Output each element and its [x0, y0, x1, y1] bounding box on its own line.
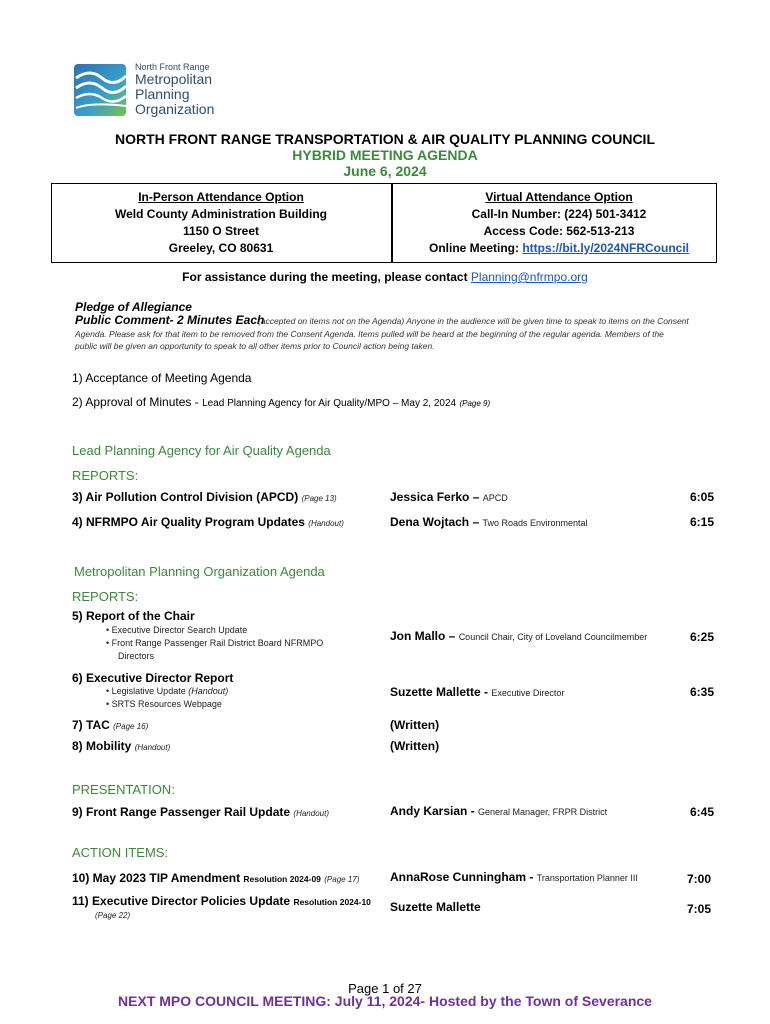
- item11-ref: (Page 22): [95, 911, 131, 920]
- item9-time: 6:45: [690, 805, 715, 819]
- public-comment-note3: public will be given an opportunity to speak to all other items prior to Council action being taken.: [75, 341, 435, 351]
- item4-presenter-name: Dena Wojtach –: [390, 515, 483, 529]
- item4-org: Two Roads Environmental: [482, 518, 588, 528]
- agenda-item-3: [72, 490, 337, 504]
- logo-line3: Planning: [135, 86, 190, 102]
- logo-line1: North Front Range: [135, 62, 210, 72]
- page-number: Page 1 of 27: [348, 981, 422, 996]
- logo-line4: Organization: [135, 101, 215, 117]
- agenda-item-6: 6) Executive Director Report: [72, 671, 234, 685]
- item5-org: Council Chair, City of Loveland Councilmember: [458, 632, 648, 642]
- agenda-item-8: [72, 739, 170, 753]
- next-meeting-banner: NEXT MPO COUNCIL MEETING: July 11, 2024- Hosted by the Town of Severance: [118, 993, 652, 1009]
- action-items-heading: ACTION ITEMS:: [72, 845, 169, 860]
- item3-ref: (Page 13): [301, 494, 337, 503]
- presentation-heading: PRESENTATION:: [72, 782, 175, 797]
- item4-title: 4) NFRMPO Air Quality Program Updates: [72, 515, 305, 529]
- agenda-item-7: [72, 718, 148, 732]
- mpo-reports: REPORTS:: [72, 589, 139, 604]
- item11-resolution: Resolution 2024-10: [293, 897, 371, 907]
- public-comment-note1: (accepted on items not on the Agenda) Anyone in the audience will be given time to speak to items on the Consent: [258, 316, 689, 326]
- attendance-divider: [391, 184, 393, 262]
- item7-ref: (Page 16): [113, 722, 149, 731]
- in-person-column: [56, 189, 386, 257]
- lpa-reports: REPORTS:: [72, 468, 139, 483]
- item6-bullet2-text: SRTS Resources Webpage: [111, 699, 222, 709]
- item3-time: 6:05: [690, 490, 715, 504]
- lpa-heading: Lead Planning Agency for Air Quality Agenda: [72, 443, 331, 458]
- attendance-box: [51, 183, 717, 263]
- public-comment-note2: Agenda. Please ask for that item to be removed from the Consent Agenda. Items pulled will be heard at the beginning of the regular agenda. Members of the: [75, 329, 664, 339]
- item10-presenter-name: AnnaRose Cunningham -: [390, 870, 537, 884]
- item9-presenter: [390, 804, 607, 818]
- item5-bullet1-text: Executive Director Search Update: [111, 625, 248, 635]
- item6-bullet1: • Legislative Update (Handout): [106, 686, 229, 696]
- assistance-text: For assistance during the meeting, please contact: [182, 270, 471, 284]
- item11-time: 7:05: [687, 902, 712, 916]
- agenda-item-10: [72, 871, 359, 885]
- item8-ref: (Handout): [134, 743, 171, 752]
- virtual-column: [394, 189, 724, 257]
- pledge-of-allegiance: Pledge of Allegiance: [75, 300, 192, 314]
- agenda-title: NORTH FRONT RANGE TRANSPORTATION & AIR QUALITY PLANNING COUNCIL: [114, 131, 656, 147]
- item3-presenter-name: Jessica Ferko –: [390, 490, 483, 504]
- item6-presenter: [390, 685, 564, 699]
- in-person-heading: In-Person Attendance Option: [138, 190, 304, 204]
- agenda-item-4: [72, 515, 344, 529]
- online-meeting-link[interactable]: https://bit.ly/2024NFRCouncil: [522, 241, 690, 255]
- item4-time: 6:15: [690, 515, 715, 529]
- item6-bullet1-text: Legislative Update: [111, 686, 189, 696]
- item5-bullet2: • Front Range Passenger Rail District Board NFRMPO: [106, 638, 324, 648]
- item2-detail: Lead Planning Agency for Air Quality/MPO – May 2, 2024: [202, 398, 457, 409]
- item9-ref: (Handout): [293, 809, 329, 818]
- agenda-item-1: 1) Acceptance of Meeting Agenda: [72, 371, 252, 385]
- item7-title: 7) TAC: [72, 718, 110, 732]
- item10-resolution: Resolution 2024-09: [243, 874, 321, 884]
- agenda-item-2: [72, 395, 490, 409]
- item6-bullet2: • SRTS Resources Webpage: [106, 699, 222, 709]
- item9-presenter-name: Andy Karsian -: [390, 804, 479, 818]
- item9-title: 9) Front Range Passenger Rail Update: [72, 805, 291, 819]
- item5-presenter: [390, 629, 647, 643]
- item10-title: 10) May 2023 TIP Amendment: [72, 871, 241, 885]
- item9-org: General Manager, FRPR District: [478, 807, 608, 817]
- in-person-line1: Weld County Administration Building: [115, 207, 327, 221]
- item10-org: Transportation Planner III: [536, 873, 638, 883]
- item11-presenter: Suzette Mallette: [390, 900, 481, 914]
- item6-bullet1-ref: (Handout): [188, 686, 229, 696]
- item10-presenter: [390, 870, 638, 884]
- item3-org: APCD: [482, 493, 508, 503]
- item5-presenter-name: Jon Mallo –: [390, 629, 459, 643]
- item5-bullet2-cont: Directors: [118, 651, 155, 661]
- item8-status: (Written): [390, 739, 440, 753]
- assistance-email-link[interactable]: Planning@nfrmpo.org: [470, 270, 588, 284]
- item4-presenter: [390, 515, 588, 529]
- mpo-heading: Metropolitan Planning Organization Agenda: [74, 564, 325, 579]
- item10-ref: (Page 17): [324, 875, 360, 884]
- item6-org: Executive Director: [491, 688, 565, 698]
- assistance-line: [0, 270, 770, 284]
- item4-ref: (Handout): [308, 519, 344, 528]
- agenda-item-5: 5) Report of the Chair: [72, 609, 195, 623]
- online-label: Online Meeting:: [428, 241, 523, 255]
- item5-time: 6:25: [690, 630, 715, 644]
- item10-time: 7:00: [687, 872, 712, 886]
- item2-page-ref: (Page 9): [459, 399, 491, 408]
- item5-bullet2-text: Front Range Passenger Rail District Board NFRMPO: [111, 638, 324, 648]
- agenda-subtitle: HYBRID MEETING AGENDA: [292, 147, 478, 163]
- agenda-item-11: [72, 894, 371, 908]
- item8-title: 8) Mobility: [72, 739, 132, 753]
- virtual-heading: Virtual Attendance Option: [485, 190, 633, 204]
- item7-status: (Written): [390, 718, 440, 732]
- agenda-item-9: [72, 805, 329, 819]
- item3-presenter: [390, 490, 508, 504]
- virtual-online: [394, 240, 724, 257]
- item5-bullet1: • Executive Director Search Update: [106, 625, 248, 635]
- virtual-call-in: Call-In Number: (224) 501-3412: [471, 207, 647, 221]
- in-person-line3: Greeley, CO 80631: [168, 241, 274, 255]
- item6-time: 6:35: [690, 685, 715, 699]
- in-person-line2: 1150 O Street: [182, 224, 260, 238]
- public-comment-heading: Public Comment- 2 Minutes Each: [75, 313, 265, 327]
- item11-title: 11) Executive Director Policies Update: [72, 894, 291, 908]
- logo-line2: Metropolitan: [135, 71, 213, 87]
- virtual-access-code: Access Code: 562-513-213: [483, 224, 635, 238]
- item3-title: 3) Air Pollution Control Division (APCD): [72, 490, 299, 504]
- agenda-date: June 6, 2024: [343, 163, 427, 179]
- item6-presenter-name: Suzette Mallette -: [390, 685, 492, 699]
- nfrmpo-logo: [72, 62, 128, 118]
- item2-label: 2) Approval of Minutes -: [72, 395, 203, 409]
